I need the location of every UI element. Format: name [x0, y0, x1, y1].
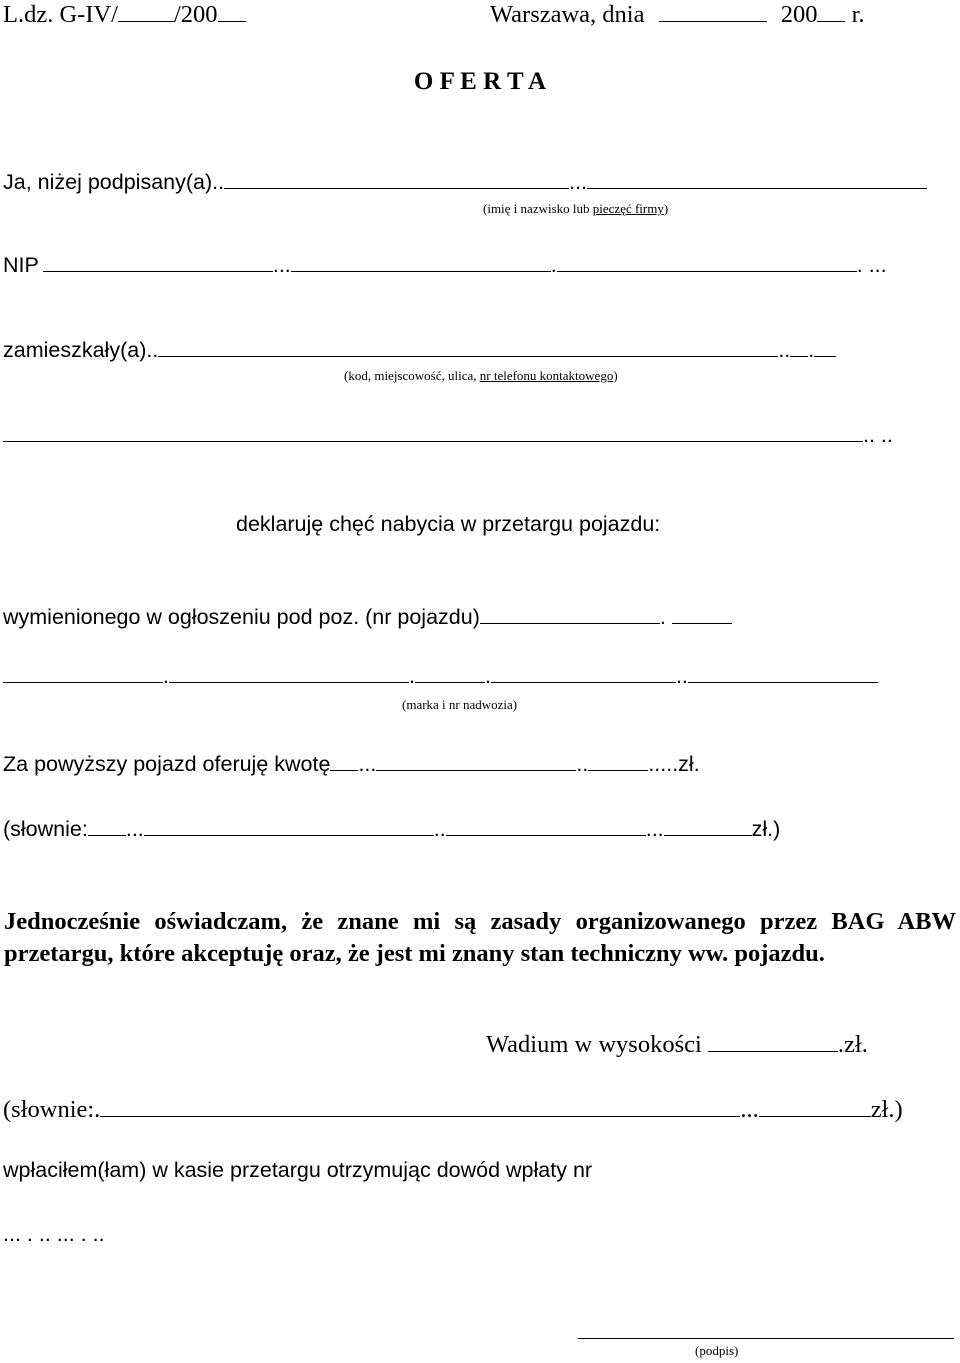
- nip-blank-2[interactable]: [291, 270, 551, 272]
- offer-words-dots-1: ...: [125, 817, 144, 841]
- deposit-words-label: (słownie:.: [3, 1096, 101, 1123]
- document-title: O F E R T A: [413, 68, 547, 95]
- vehicle-body-blank-1[interactable]: [3, 681, 163, 683]
- offer-words-blank-1[interactable]: [88, 834, 126, 836]
- residence-dots-1: ..: [146, 338, 159, 362]
- deposit-blank[interactable]: [708, 1050, 838, 1052]
- offer-words-blank-4[interactable]: [664, 834, 752, 836]
- offer-words-currency: zł.): [751, 817, 781, 841]
- vehicle-body-blank-2[interactable]: [169, 681, 409, 683]
- reference-blank-1[interactable]: [118, 20, 174, 22]
- place-date-label: Warszawa, dnia: [490, 1, 645, 28]
- reference-blank-2[interactable]: [218, 20, 246, 22]
- vehicle-line: [3, 605, 732, 630]
- residence-hint: [344, 368, 618, 384]
- offer-dots-2: ..: [576, 752, 589, 776]
- offer-label: Za powyższy pojazd oferuję kwotę: [3, 752, 331, 776]
- reference-prefix: L.dz. G-IV/: [3, 1, 118, 28]
- vehicle-number-blank[interactable]: [480, 622, 660, 624]
- offer-words-label: (słownie:: [3, 817, 88, 841]
- residence-hint-underlined: nr telefonu kontaktowego: [479, 368, 614, 383]
- offer-blank-2[interactable]: [376, 769, 576, 771]
- residence-label: zamieszkały(a): [3, 338, 147, 362]
- residence-dots-2: ..: [778, 338, 791, 362]
- residence-continuation: [3, 423, 893, 448]
- signature-hint: (podpis): [695, 1343, 739, 1358]
- offer-blank-1[interactable]: [330, 769, 358, 771]
- signature-blank[interactable]: [578, 1337, 954, 1339]
- residence-blank-3[interactable]: [814, 355, 836, 357]
- applicant-hint: [483, 201, 668, 217]
- vehicle-body-line: [3, 664, 878, 689]
- residence-blank-2[interactable]: [790, 355, 808, 357]
- deposit-label: Wadium w wysokości: [486, 1031, 702, 1058]
- offer-words-blank-2[interactable]: [144, 834, 434, 836]
- applicant-hint-underlined: pieczęć firmy: [592, 201, 664, 216]
- residence-continuation-dots: .. ..: [863, 423, 893, 447]
- nip-blank-3[interactable]: [557, 270, 857, 272]
- applicant-hint-text: (imię i nazwisko lub: [483, 201, 593, 216]
- applicant-blank-2[interactable]: [587, 187, 927, 189]
- applicant-dots: ..: [212, 170, 225, 194]
- nip-label: NIP: [3, 253, 39, 277]
- vehicle-body-blank-3[interactable]: [415, 681, 485, 683]
- vehicle-number-dots: .: [659, 605, 672, 629]
- vehicle-label: wymienionego w ogłoszeniu pod poz. (nr pojazdu): [3, 605, 480, 629]
- vehicle-body-hint: (marka i nr nadwozia): [402, 697, 518, 712]
- nip-blank-1[interactable]: [43, 270, 273, 272]
- residence-hint-close: ): [613, 368, 618, 383]
- nip-line: [3, 253, 887, 278]
- statement-paragraph: Jednocześnie oświadczam, że znane mi są zasady organizowanego przez BAG ABW przetargu, które akceptuję oraz, że jest mi znany stan techniczny ww. pojazdu.: [4, 908, 956, 967]
- reference-year-prefix: /200: [173, 1, 218, 28]
- residence-dots-3: .: [808, 338, 815, 362]
- offer-amount-suffix: .....zł.: [648, 752, 700, 776]
- offer-words-dots-2: ..: [433, 817, 446, 841]
- applicant-line: [3, 170, 927, 195]
- payment-line: wpłaciłem(łam) w kasie przetargu otrzymując dowód wpłaty nr: [3, 1158, 593, 1182]
- deposit-currency: .zł.: [837, 1031, 868, 1058]
- deposit-line: [486, 1031, 868, 1059]
- offer-blank-3[interactable]: [588, 769, 648, 771]
- date-blank[interactable]: [659, 20, 767, 22]
- offer-words-blank-3[interactable]: [446, 834, 646, 836]
- vehicle-body-dots-1: .: [163, 664, 169, 688]
- payment-number-dots: ... . .. ... . ..: [3, 1222, 105, 1246]
- payment-number-line: [3, 1222, 111, 1247]
- offer-words-line: [3, 817, 780, 842]
- applicant-label: Ja, niżej podpisany(a): [3, 170, 213, 194]
- vehicle-body-blank-5[interactable]: [688, 681, 878, 683]
- applicant-hint-close: ): [663, 201, 669, 216]
- residence-hint-text: (kod, miejscowość, ulica,: [344, 368, 480, 383]
- offer-dots-1: ...: [358, 752, 377, 776]
- deposit-words-blank-2[interactable]: [759, 1115, 871, 1117]
- signature-line: [578, 1320, 954, 1345]
- vehicle-body-dots-3: .: [484, 664, 491, 688]
- vehicle-body-blank-4[interactable]: [491, 681, 676, 683]
- vehicle-body-dots-4: ..: [675, 664, 688, 688]
- applicant-dots-2: ...: [569, 170, 588, 194]
- date-year-blank[interactable]: [817, 20, 845, 22]
- reference-number: [3, 1, 246, 29]
- nip-dots-1: ...: [272, 253, 291, 277]
- declaration-text: deklaruję chęć nabycia w przetargu pojazdu:: [236, 512, 661, 536]
- residence-continuation-blank[interactable]: [3, 440, 863, 442]
- offer-line: [3, 752, 700, 777]
- residence-line: [3, 338, 836, 363]
- deposit-words-line: [3, 1096, 903, 1124]
- deposit-words-blank-1[interactable]: [100, 1115, 740, 1117]
- place-date: [490, 1, 865, 29]
- offer-words-dots-3: ...: [645, 817, 664, 841]
- applicant-blank-1[interactable]: [224, 187, 569, 189]
- nip-dots-2: .: [550, 253, 557, 277]
- residence-blank-1[interactable]: [158, 355, 778, 357]
- date-year-suffix: r.: [851, 1, 865, 28]
- date-year-prefix: 200: [780, 1, 818, 28]
- vehicle-number-blank-2[interactable]: [672, 622, 732, 624]
- vehicle-body-dots-2: .: [408, 664, 415, 688]
- deposit-words-dots: ...: [740, 1096, 759, 1123]
- deposit-words-currency: zł.): [870, 1096, 903, 1123]
- nip-dots-3: . ...: [856, 253, 887, 277]
